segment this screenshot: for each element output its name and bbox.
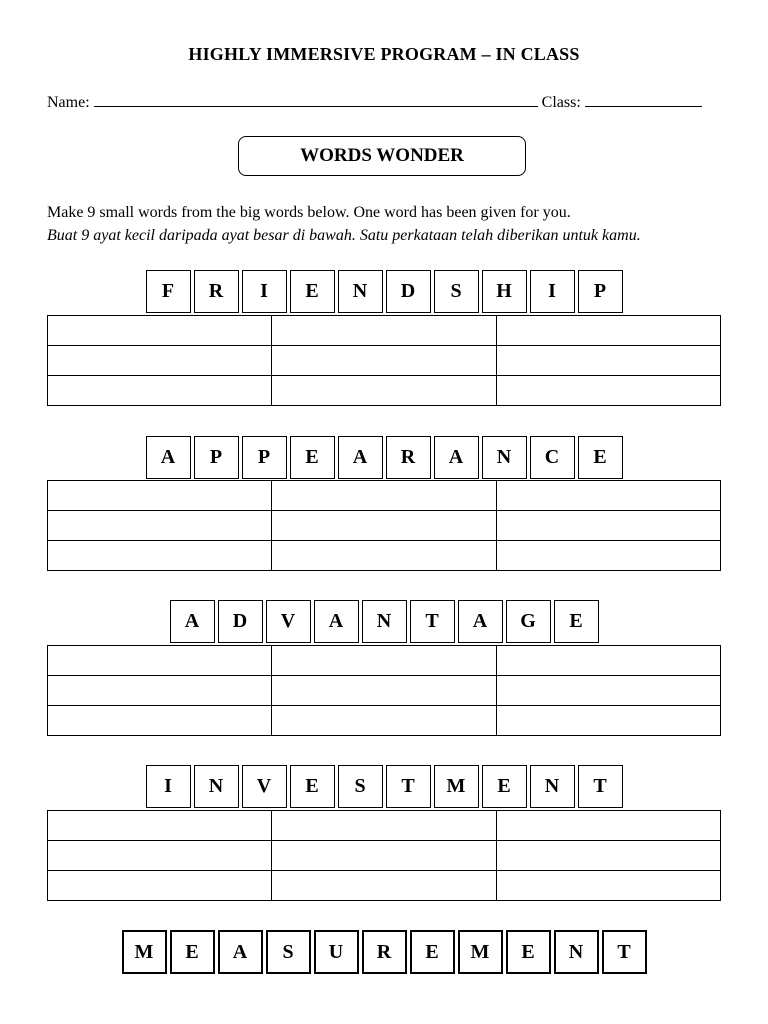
letter-tile: R: [194, 270, 239, 313]
letter-tile: E: [290, 765, 335, 808]
answer-row: [48, 541, 721, 571]
letter-tile: S: [266, 930, 311, 974]
answer-row: [48, 646, 721, 676]
letter-tile: E: [410, 930, 455, 974]
letter-tile: N: [362, 600, 407, 643]
letter-tile: H: [482, 270, 527, 313]
answer-row: [48, 841, 721, 871]
answer-cell[interactable]: [272, 841, 496, 871]
instruction-english: Make 9 small words from the big words below. One word has been given for you.: [47, 204, 571, 221]
answer-cell[interactable]: [272, 871, 496, 901]
letter-tile: A: [218, 930, 263, 974]
letter-tile: M: [458, 930, 503, 974]
answer-cell[interactable]: [496, 706, 720, 736]
answer-cell[interactable]: [272, 376, 496, 406]
answer-cell[interactable]: [496, 511, 720, 541]
answer-row: [48, 511, 721, 541]
letter-tile: F: [146, 270, 191, 313]
banner-title: WORDS WONDER: [300, 145, 464, 166]
answer-cell[interactable]: [496, 811, 720, 841]
answer-cell[interactable]: [48, 346, 272, 376]
letter-tile: A: [458, 600, 503, 643]
letter-tile: C: [530, 436, 575, 479]
answer-row: [48, 811, 721, 841]
letter-tile: S: [338, 765, 383, 808]
answer-row: [48, 346, 721, 376]
letter-tile: A: [146, 436, 191, 479]
answer-row: [48, 376, 721, 406]
name-blank[interactable]: [94, 92, 538, 107]
class-blank[interactable]: [585, 92, 702, 107]
letter-tile: R: [362, 930, 407, 974]
letter-tile: E: [482, 765, 527, 808]
answer-row: [48, 676, 721, 706]
letter-tile: I: [146, 765, 191, 808]
answer-cell[interactable]: [48, 541, 272, 571]
answer-grid: [47, 315, 721, 406]
letter-tile: V: [266, 600, 311, 643]
letter-tiles: [0, 930, 768, 974]
answer-cell[interactable]: [272, 316, 496, 346]
answer-cell[interactable]: [272, 646, 496, 676]
letter-tile: M: [122, 930, 167, 974]
letter-tile: E: [170, 930, 215, 974]
letter-tile: E: [578, 436, 623, 479]
answer-cell[interactable]: [496, 871, 720, 901]
letter-tile: N: [482, 436, 527, 479]
letter-tile: T: [578, 765, 623, 808]
letter-tile: G: [506, 600, 551, 643]
answer-row: [48, 481, 721, 511]
letter-tile: T: [386, 765, 431, 808]
letter-tile: I: [242, 270, 287, 313]
words-wonder-banner: [238, 136, 526, 176]
answer-cell[interactable]: [272, 511, 496, 541]
letter-tile: A: [170, 600, 215, 643]
worksheet-title: HIGHLY IMMERSIVE PROGRAM – IN CLASS: [188, 44, 580, 64]
answer-cell[interactable]: [48, 841, 272, 871]
letter-tile: E: [290, 270, 335, 313]
letter-tile: D: [218, 600, 263, 643]
letter-tile: S: [434, 270, 479, 313]
letter-tile: M: [434, 765, 479, 808]
letter-tile: E: [554, 600, 599, 643]
class-label: Class:: [541, 94, 581, 111]
answer-cell[interactable]: [48, 811, 272, 841]
answer-row: [48, 871, 721, 901]
answer-cell[interactable]: [48, 871, 272, 901]
answer-cell[interactable]: [272, 346, 496, 376]
letter-tile: N: [194, 765, 239, 808]
answer-cell[interactable]: [496, 346, 720, 376]
answer-cell[interactable]: [496, 481, 720, 511]
name-class-line: [47, 92, 702, 112]
answer-cell[interactable]: [272, 481, 496, 511]
answer-cell[interactable]: [496, 316, 720, 346]
answer-cell[interactable]: [48, 706, 272, 736]
answer-cell[interactable]: [48, 481, 272, 511]
letter-tile: P: [242, 436, 287, 479]
letter-tile: P: [194, 436, 239, 479]
letter-tile: V: [242, 765, 287, 808]
letter-tile: T: [410, 600, 455, 643]
answer-cell[interactable]: [48, 676, 272, 706]
letter-tile: N: [554, 930, 599, 974]
letter-tile: R: [386, 436, 431, 479]
answer-cell[interactable]: [272, 541, 496, 571]
answer-cell[interactable]: [496, 376, 720, 406]
answer-cell[interactable]: [48, 376, 272, 406]
answer-cell[interactable]: [496, 841, 720, 871]
answer-cell[interactable]: [496, 541, 720, 571]
answer-cell[interactable]: [496, 646, 720, 676]
letter-tile: D: [386, 270, 431, 313]
letter-tile: N: [338, 270, 383, 313]
letter-tile: A: [434, 436, 479, 479]
letter-tile: N: [530, 765, 575, 808]
letter-tile: P: [578, 270, 623, 313]
answer-cell[interactable]: [48, 646, 272, 676]
answer-cell[interactable]: [48, 316, 272, 346]
answer-row: [48, 706, 721, 736]
answer-grid: [47, 810, 721, 901]
letter-tile: E: [290, 436, 335, 479]
letter-tile: A: [338, 436, 383, 479]
answer-cell[interactable]: [272, 676, 496, 706]
letter-tile: E: [506, 930, 551, 974]
name-label: Name:: [47, 94, 90, 111]
answer-cell[interactable]: [272, 706, 496, 736]
answer-grid: [47, 480, 721, 571]
answer-cell[interactable]: [48, 511, 272, 541]
answer-grid: [47, 645, 721, 736]
letter-tiles: [0, 600, 768, 643]
answer-cell[interactable]: [496, 676, 720, 706]
letter-tile: A: [314, 600, 359, 643]
instruction-malay: Buat 9 ayat kecil daripada ayat besar di bawah. Satu perkataan telah diberikan untuk kamu.: [47, 227, 641, 244]
letter-tile: T: [602, 930, 647, 974]
letter-tile: I: [530, 270, 575, 313]
letter-tile: U: [314, 930, 359, 974]
letter-tiles: [0, 765, 768, 808]
letter-tiles: [0, 270, 768, 313]
letter-tiles: [0, 436, 768, 479]
answer-row: [48, 316, 721, 346]
answer-cell[interactable]: [272, 811, 496, 841]
